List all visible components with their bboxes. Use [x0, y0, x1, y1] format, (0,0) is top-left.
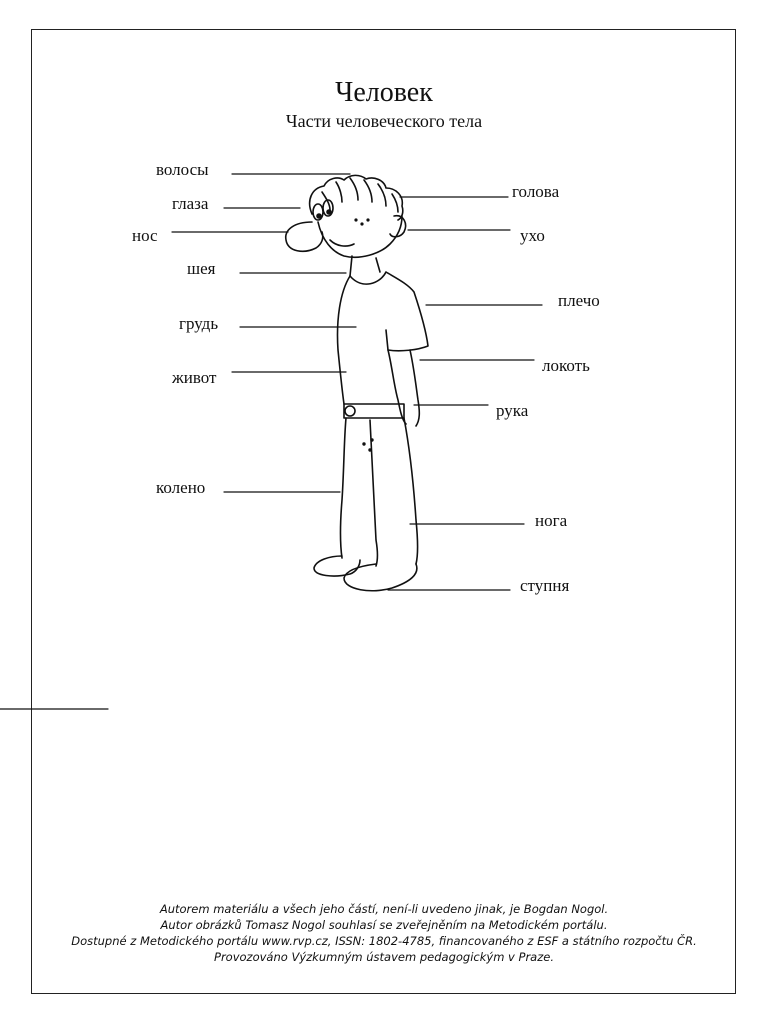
label-knee: колено [156, 478, 206, 497]
footer-line: Autor obrázků Tomasz Nogol souhlasí se zveřejněním na Metodickém portálu. [160, 918, 608, 932]
label-hair: волосы [156, 160, 209, 179]
label-shoulder: плечо [558, 291, 600, 310]
label-foot: ступня [520, 576, 570, 595]
label-ear: ухо [520, 226, 545, 245]
label-neck: шея [187, 259, 216, 278]
label-chest: грудь [179, 314, 219, 333]
label-head: голова [512, 182, 560, 201]
label-hand: рука [496, 401, 529, 420]
footer-line: Dostupné z Metodického portálu www.rvp.cz, ISSN: 1802-4785, financovaného z ESF a státního rozpočtu ČR. [71, 934, 697, 948]
cartoon-man-figure [286, 175, 428, 590]
label-leg: нога [535, 511, 568, 530]
page-subtitle: Части человеческого тела [285, 111, 483, 131]
footer-line: Autorem materiálu a všech jeho částí, není-li uvedeno jinak, je Bogdan Nogol. [159, 902, 609, 916]
leader-lines [0, 174, 542, 709]
label-elbow: локоть [542, 356, 590, 375]
page-title: Человек [335, 77, 433, 108]
label-eyes: глаза [172, 194, 209, 213]
label-nose: нос [132, 226, 158, 245]
footer-credits [0, 901, 768, 965]
footer-line: Provozováno Výzkumným ústavem pedagogickým v Praze. [214, 950, 554, 964]
label-belly: живот [172, 368, 217, 387]
